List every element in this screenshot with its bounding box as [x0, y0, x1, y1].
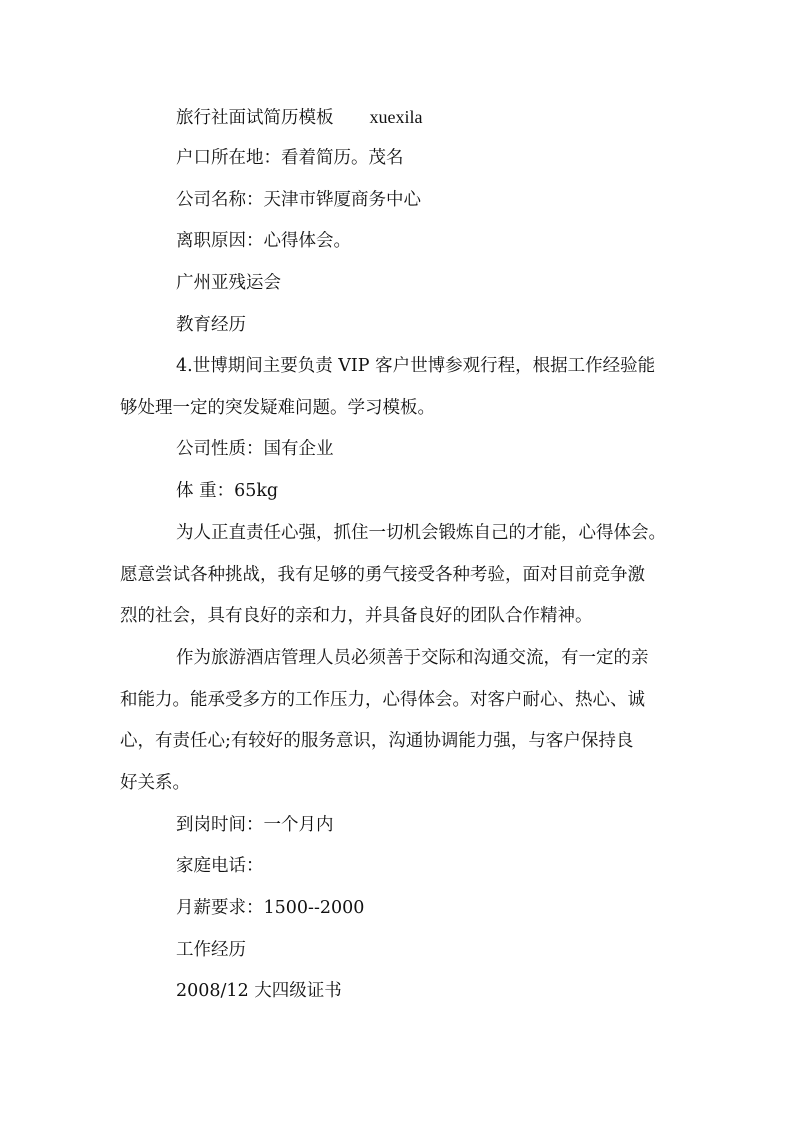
management-ability-line-4: 好关系。: [120, 773, 190, 793]
certificate-line: 2008/12 大四级证书: [176, 981, 342, 1001]
weight-line: 体 重：65kg: [176, 481, 279, 501]
expo-work-line-1: 4.世博期间主要负责 VIP 客户世博参观行程，根据工作经验能: [176, 356, 656, 376]
self-evaluation-line-2: 愿意尝试各种挑战，我有足够的勇气接受各种考验，面对目前竞争激: [120, 565, 645, 585]
company-type-line: 公司性质：国有企业: [176, 439, 334, 459]
work-experience-heading: 工作经历: [176, 940, 246, 960]
document-title-line: [176, 108, 422, 128]
management-ability-line-2: 和能力。能承受多方的工作压力，心得体会。对客户耐心、热心、诚: [120, 690, 645, 710]
expo-work-line-2: 够处理一定的突发疑难问题。学习模板。: [120, 398, 435, 418]
education-heading: 教育经历: [176, 315, 246, 335]
document-title-suffix: xuexila: [369, 107, 423, 127]
management-ability-line-1: 作为旅游酒店管理人员必须善于交际和沟通交流，有一定的亲: [176, 648, 649, 668]
home-phone-line: 家庭电话：: [176, 856, 264, 876]
leaving-reason-line: 离职原因：心得体会。: [176, 231, 351, 251]
availability-line: 到岗时间：一个月内: [176, 815, 334, 835]
household-registration-line: 户口所在地：看着简历。茂名: [176, 148, 404, 168]
company-name-line: 公司名称：天津市铧厦商务中心: [176, 190, 421, 210]
self-evaluation-line-3: 烈的社会，具有良好的亲和力，并具备良好的团队合作精神。: [120, 606, 593, 626]
guangzhou-asian-para-games-line: 广州亚残运会: [176, 273, 281, 293]
salary-requirement-line: 月薪要求：1500--2000: [176, 898, 365, 918]
management-ability-line-3: 心，有责任心;有较好的服务意识，沟通协调能力强，与客户保持良: [120, 731, 634, 751]
self-evaluation-line-1: 为人正直责任心强，抓住一切机会锻炼自己的才能，心得体会。: [176, 523, 666, 543]
document-title: 旅行社面试简历模板: [176, 108, 334, 128]
